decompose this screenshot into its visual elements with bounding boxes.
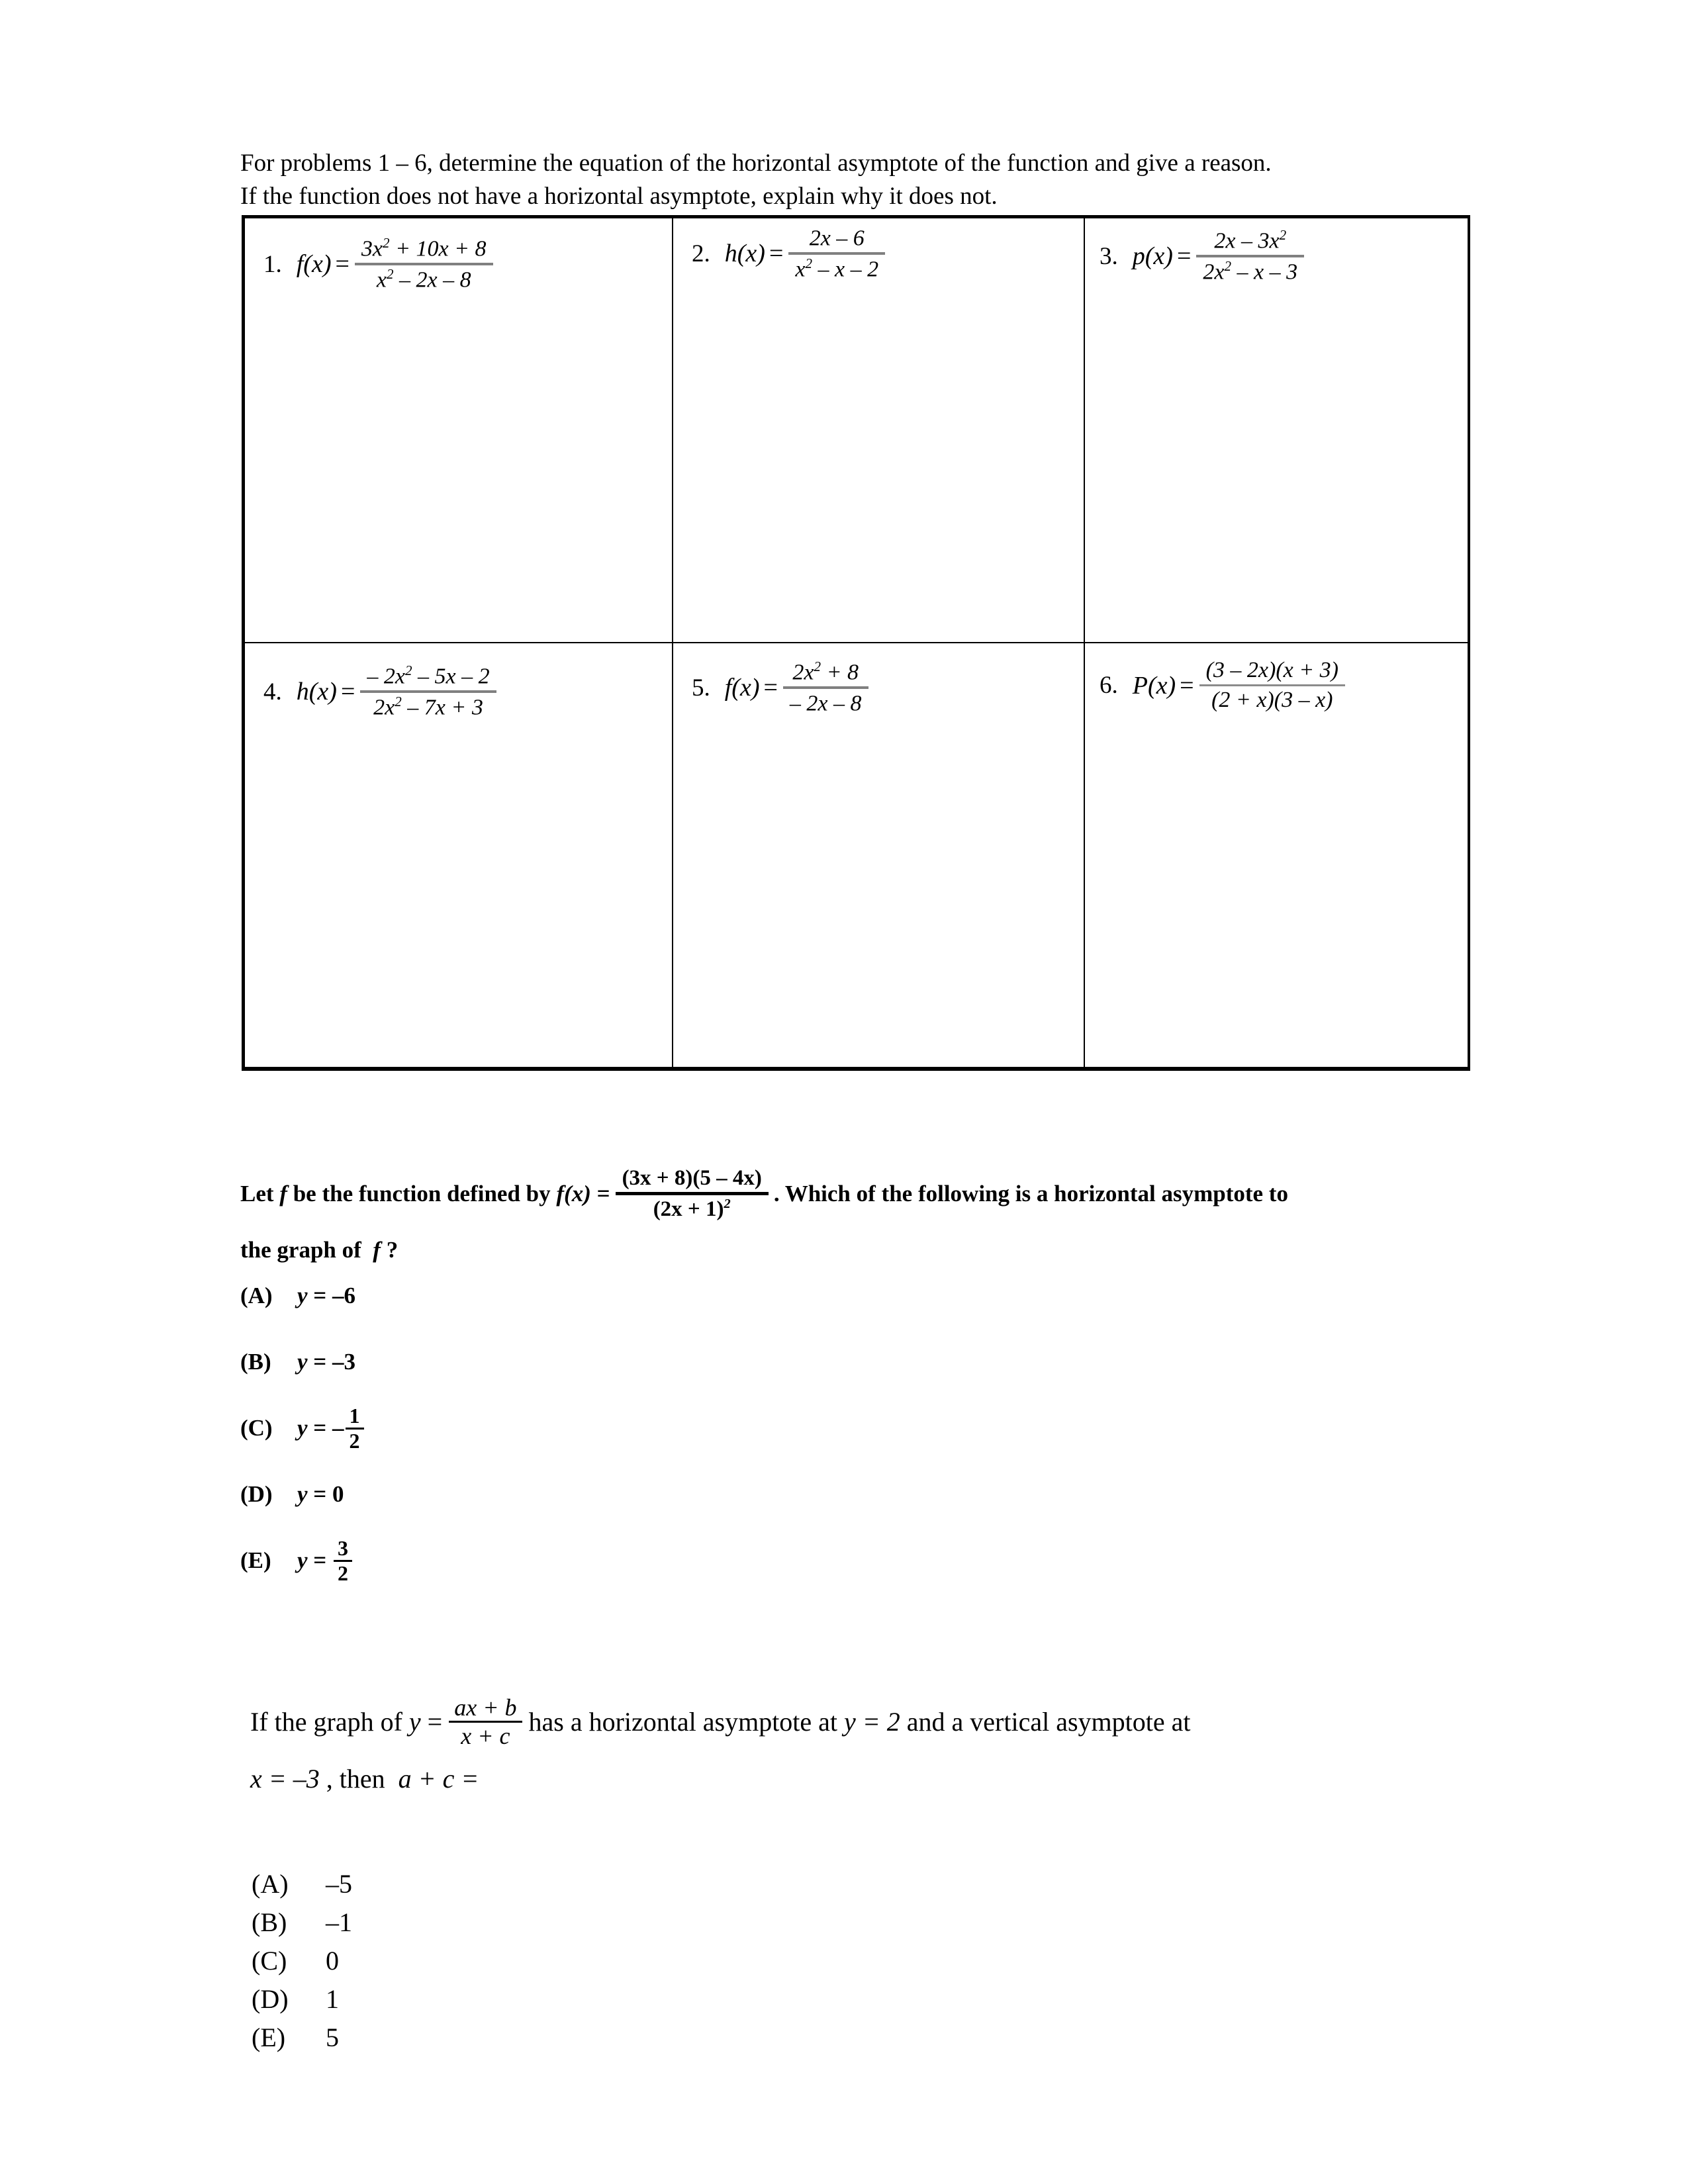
problem-3-denominator: $2x^2$ – x – 3 xyxy=(1203,258,1298,285)
exponent: 2 xyxy=(1224,258,1232,275)
mcq-1-question-line xyxy=(240,1165,1491,1223)
problem-6-fraction xyxy=(1199,657,1345,714)
problem-cell-1[interactable] xyxy=(244,217,673,643)
problem-1-numerator: $3x^2 + 10x + 8$ xyxy=(361,235,487,261)
choice-number: –6 xyxy=(332,1283,355,1308)
mcq-1-numerator: (3x + 8)(5 – 4x) xyxy=(622,1166,762,1190)
problem-3-fraction xyxy=(1196,226,1304,287)
problem-4-function-name: h(x) xyxy=(296,678,337,706)
problem-6-numerator: (3 – 2x)(x + 3) xyxy=(1205,658,1338,682)
problem-4-number: 4. xyxy=(263,678,282,705)
choice-label: (E) xyxy=(240,1547,271,1573)
mcq-1-choice-c[interactable] xyxy=(240,1403,836,1453)
exponent: 2 xyxy=(383,235,390,251)
mcq-2-choice-d[interactable] xyxy=(252,1980,715,2019)
problem-4-numerator: – $2x^2 - 5x - 2$ xyxy=(367,662,490,689)
choice-label: (C) xyxy=(240,1415,273,1441)
choice-fraction xyxy=(334,1537,352,1584)
problems-table xyxy=(242,215,1470,1071)
problem-4-denominator: $2x^2 - 7x + 3$ xyxy=(373,694,483,720)
problem-6-expression xyxy=(1100,657,1345,714)
problem-2-fraction xyxy=(788,224,885,284)
mcq-1-choice-a[interactable] xyxy=(240,1271,836,1321)
exponent: 2 xyxy=(395,694,402,710)
choice-variable: y xyxy=(297,1349,308,1375)
mcq-1-mid: be the function defined by xyxy=(293,1180,551,1206)
problem-cell-3[interactable] xyxy=(1084,217,1469,643)
choice-value: 5 xyxy=(326,2023,339,2052)
mcq-1-lead: Let xyxy=(240,1180,274,1206)
problem-6-number: 6. xyxy=(1100,672,1118,700)
choice-value xyxy=(297,1537,352,1584)
exponent: 2 xyxy=(814,659,821,674)
problem-1-fraction xyxy=(355,234,493,295)
problem-3-equals: = xyxy=(1176,242,1192,271)
mcq-1-cont-post: ? xyxy=(386,1236,399,1263)
mcq-1-question-continued xyxy=(240,1232,1491,1268)
table-row xyxy=(244,643,1470,1069)
choice-value: –5 xyxy=(326,1869,352,1899)
mcq-2-fraction xyxy=(449,1694,522,1750)
choice-label: (D) xyxy=(240,1481,273,1507)
choice-value xyxy=(297,1283,355,1309)
choice-label: (B) xyxy=(240,1349,271,1375)
problem-2-function-name: h(x) xyxy=(724,240,765,268)
problem-cell-6[interactable] xyxy=(1084,643,1469,1069)
mcq-1-denominator: $(2x + 1)^2$ xyxy=(653,1196,731,1221)
problem-cell-2[interactable] xyxy=(673,217,1084,643)
exponent: 2 xyxy=(805,255,813,272)
choice-value: 1 xyxy=(326,1984,339,2014)
problem-5-fraction xyxy=(783,658,868,718)
mcq-2-question xyxy=(250,1694,1495,1797)
mcq-1-cont-italic: f xyxy=(373,1236,381,1263)
mcq-2-variable-y: y xyxy=(408,1706,421,1737)
problem-5-number: 5. xyxy=(692,674,710,702)
mcq-1-choices xyxy=(240,1271,836,1602)
mcq-2-then: , then xyxy=(326,1763,385,1794)
choice-variable: y xyxy=(297,1481,308,1507)
choice-value xyxy=(297,1349,355,1375)
choice-value: 0 xyxy=(326,1946,339,1976)
mcq-1-after: . Which of the following is a horizontal asymptote to xyxy=(773,1180,1288,1206)
problem-5-denominator: – 2x – 8 xyxy=(789,691,862,716)
choice-value: –1 xyxy=(326,1907,352,1937)
problem-2-number: 2. xyxy=(692,240,710,267)
choice-fraction xyxy=(346,1404,364,1452)
fraction-denominator: 2 xyxy=(349,1428,360,1453)
problem-5-numerator: $2x^2 + 8$ xyxy=(792,659,859,685)
problem-6-denominator: (2 + x)(3 – x) xyxy=(1211,688,1333,713)
choice-equals: = xyxy=(313,1547,327,1573)
mcq-1-equals: = xyxy=(596,1180,610,1206)
problem-1-function-name: f(x) xyxy=(296,250,332,279)
choice-label: (B) xyxy=(252,1907,287,1937)
choice-equals: = xyxy=(313,1283,327,1308)
choice-label: (D) xyxy=(252,1984,289,2014)
mcq-2-denominator: x + c xyxy=(461,1723,510,1750)
problem-5-equals: = xyxy=(763,674,778,702)
problem-2-equals: = xyxy=(769,240,784,268)
mcq-1-choice-d[interactable] xyxy=(240,1469,836,1520)
mcq-2-choice-a[interactable] xyxy=(252,1865,715,1903)
mcq-2-choice-c[interactable] xyxy=(252,1942,715,1980)
choice-variable: y xyxy=(297,1415,308,1441)
mcq-2-after: and a vertical asymptote at xyxy=(906,1706,1191,1737)
problem-4-equals: = xyxy=(340,678,355,706)
instructions-line-1: For problems 1 – 6, determine the equation of the horizontal asymptote of the function and give a reason. xyxy=(240,150,1272,177)
choice-label: (E) xyxy=(252,2023,286,2052)
choice-equals: = xyxy=(313,1481,327,1507)
choice-number: 0 xyxy=(332,1481,344,1507)
problem-4-expression xyxy=(263,662,496,722)
mcq-1-f-italic: f xyxy=(279,1180,287,1206)
mcq-1-function-name: f(x) xyxy=(556,1180,591,1206)
choice-equals: = xyxy=(313,1349,327,1375)
instructions-line-2: If the function does not have a horizontal asymptote, explain why it does not. xyxy=(240,183,998,210)
instructions xyxy=(240,147,1472,213)
problem-1-number: 1. xyxy=(263,250,282,278)
mcq-2-choice-e[interactable] xyxy=(252,2019,715,2057)
mcq-2-expression: a + c = xyxy=(398,1763,479,1794)
mcq-2-choices xyxy=(252,1865,715,2057)
exponent: 2 xyxy=(404,662,412,678)
problem-1-denominator: $x^2 - 2x - 8$ xyxy=(376,266,471,293)
choice-label: (A) xyxy=(240,1283,273,1308)
problem-3-expression xyxy=(1100,226,1304,287)
mcq-2-equals: = xyxy=(427,1706,443,1737)
choice-variable: y xyxy=(297,1547,308,1573)
problem-5-function-name: f(x) xyxy=(724,674,760,702)
problem-cell-4[interactable] xyxy=(244,643,673,1069)
fraction-numerator: 1 xyxy=(349,1403,360,1428)
mcq-2-lead: If the graph of xyxy=(250,1706,402,1737)
mcq-2-choice-b[interactable] xyxy=(252,1903,715,1942)
problem-cell-5[interactable] xyxy=(673,643,1084,1069)
exponent: 2 xyxy=(386,266,394,283)
mcq-1-choice-e[interactable] xyxy=(240,1535,836,1586)
mcq-2-numerator: ax + b xyxy=(454,1694,517,1721)
mcq-1-cont-pre: the graph of xyxy=(240,1236,361,1263)
mcq-2-question-line xyxy=(250,1694,1495,1750)
mcq-1-choice-b[interactable] xyxy=(240,1337,836,1387)
choice-label: (C) xyxy=(252,1946,287,1976)
choice-sign: – xyxy=(332,1415,344,1441)
mcq-2-vertical-asymptote: x = –3 xyxy=(250,1763,320,1794)
choice-label: (A) xyxy=(252,1869,289,1899)
mcq-1-fraction xyxy=(616,1165,769,1223)
problem-5-expression xyxy=(692,658,868,718)
mcq-1-question xyxy=(240,1165,1491,1268)
problem-3-function-name: p(x) xyxy=(1132,242,1173,271)
problem-2-expression xyxy=(692,224,885,284)
choice-value xyxy=(297,1481,344,1508)
fraction-numerator: 3 xyxy=(338,1535,348,1560)
problem-4-fraction xyxy=(360,662,496,722)
exponent: 2 xyxy=(1279,227,1287,243)
exponent: 2 xyxy=(724,1196,731,1211)
mcq-2-mid: has a horizontal asymptote at xyxy=(528,1706,838,1737)
problem-3-number: 3. xyxy=(1100,242,1118,270)
problem-6-equals: = xyxy=(1180,671,1194,700)
choice-value xyxy=(297,1404,364,1452)
problem-2-numerator: 2x – 6 xyxy=(809,226,865,251)
fraction-denominator: 2 xyxy=(338,1561,348,1585)
choice-equals: = xyxy=(313,1415,327,1441)
problem-2-denominator: $x^2$ – x – 2 xyxy=(795,255,879,282)
choice-variable: y xyxy=(297,1283,308,1308)
table-row xyxy=(244,217,1470,643)
choice-number: –3 xyxy=(332,1349,355,1375)
problem-1-equals: = xyxy=(335,250,350,279)
problem-6-function-name: P(x) xyxy=(1132,671,1176,700)
mcq-2-horizontal-asymptote: y = 2 xyxy=(844,1706,900,1737)
problem-3-numerator: $2x - 3x^2$ xyxy=(1214,227,1287,253)
problem-1-expression xyxy=(263,234,493,295)
mcq-2-question-continued xyxy=(250,1760,1495,1797)
